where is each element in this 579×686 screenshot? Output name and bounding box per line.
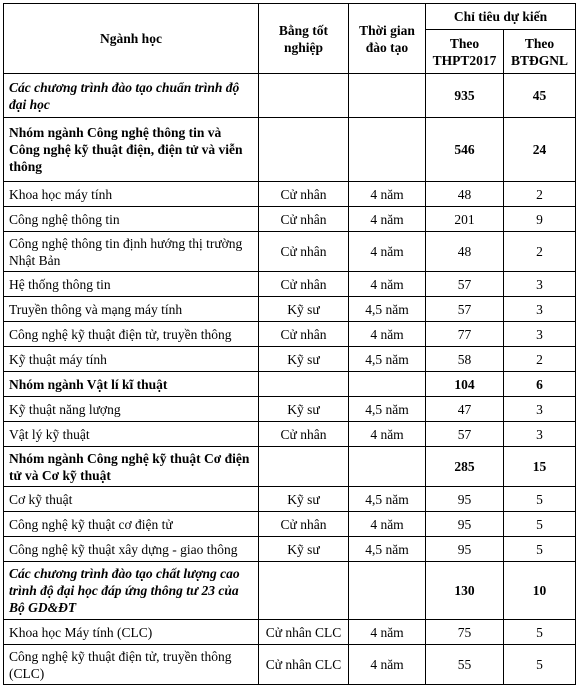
duration-cell: 4 năm xyxy=(349,272,426,297)
table-body xyxy=(4,74,576,685)
header-major: Ngành học xyxy=(4,4,259,74)
major-cell: Công nghệ kỹ thuật cơ điện tử xyxy=(4,512,259,537)
major-cell: Cơ kỹ thuật xyxy=(4,487,259,512)
duration-cell xyxy=(349,74,426,118)
thpt-quota-cell: 57 xyxy=(426,297,504,322)
degree-cell: Cử nhân xyxy=(259,512,349,537)
major-cell: Kỹ thuật năng lượng xyxy=(4,397,259,422)
btdgnl-quota-cell: 24 xyxy=(504,118,576,182)
duration-cell: 4,5 năm xyxy=(349,537,426,562)
btdgnl-quota-cell: 6 xyxy=(504,372,576,397)
major-cell: Công nghệ thông tin xyxy=(4,207,259,232)
degree-cell: Cử nhân xyxy=(259,207,349,232)
degree-cell: Cử nhân xyxy=(259,182,349,207)
btdgnl-quota-cell: 15 xyxy=(504,447,576,487)
group-row xyxy=(4,562,576,620)
thpt-quota-cell: 47 xyxy=(426,397,504,422)
btdgnl-quota-cell: 3 xyxy=(504,422,576,447)
degree-cell: Kỹ sư xyxy=(259,347,349,372)
duration-cell: 4,5 năm xyxy=(349,297,426,322)
duration-cell xyxy=(349,562,426,620)
table-row xyxy=(4,182,576,207)
degree-cell xyxy=(259,118,349,182)
thpt-quota-cell: 104 xyxy=(426,372,504,397)
major-cell: Khoa học Máy tính (CLC) xyxy=(4,620,259,645)
btdgnl-quota-cell: 5 xyxy=(504,620,576,645)
duration-cell xyxy=(349,372,426,397)
table-row xyxy=(4,645,576,685)
degree-cell: Cử nhân CLC xyxy=(259,620,349,645)
btdgnl-quota-cell: 10 xyxy=(504,562,576,620)
table-row xyxy=(4,620,576,645)
degree-cell: Kỹ sư xyxy=(259,397,349,422)
thpt-quota-cell: 57 xyxy=(426,422,504,447)
thpt-quota-cell: 935 xyxy=(426,74,504,118)
degree-cell xyxy=(259,372,349,397)
degree-cell: Cử nhân xyxy=(259,272,349,297)
major-cell: Các chương trình đào tạo chuẩn trình độ đại học xyxy=(4,74,259,118)
major-cell: Công nghệ kỹ thuật xây dựng - giao thông xyxy=(4,537,259,562)
major-cell: Công nghệ kỹ thuật điện tử, truyền thông (CLC) xyxy=(4,645,259,685)
thpt-quota-cell: 95 xyxy=(426,512,504,537)
btdgnl-quota-cell: 2 xyxy=(504,182,576,207)
header-duration: Thời gian đào tạo xyxy=(349,4,426,74)
table-row xyxy=(4,487,576,512)
btdgnl-quota-cell: 3 xyxy=(504,397,576,422)
degree-cell: Cử nhân CLC xyxy=(259,645,349,685)
table-row xyxy=(4,347,576,372)
thpt-quota-cell: 75 xyxy=(426,620,504,645)
btdgnl-quota-cell: 3 xyxy=(504,322,576,347)
thpt-quota-cell: 201 xyxy=(426,207,504,232)
btdgnl-quota-cell: 2 xyxy=(504,232,576,272)
duration-cell xyxy=(349,447,426,487)
group-row xyxy=(4,447,576,487)
major-cell: Nhóm ngành Công nghệ kỹ thuật Cơ điện tử và Cơ kỹ thuật xyxy=(4,447,259,487)
table-row xyxy=(4,322,576,347)
table-row xyxy=(4,272,576,297)
header-quota: Chỉ tiêu dự kiến xyxy=(426,4,576,30)
duration-cell: 4 năm xyxy=(349,322,426,347)
btdgnl-quota-cell: 2 xyxy=(504,347,576,372)
duration-cell: 4,5 năm xyxy=(349,487,426,512)
table-row xyxy=(4,232,576,272)
thpt-quota-cell: 130 xyxy=(426,562,504,620)
thpt-quota-cell: 58 xyxy=(426,347,504,372)
btdgnl-quota-cell: 5 xyxy=(504,645,576,685)
duration-cell: 4 năm xyxy=(349,512,426,537)
duration-cell: 4,5 năm xyxy=(349,397,426,422)
thpt-quota-cell: 55 xyxy=(426,645,504,685)
degree-cell: Cử nhân xyxy=(259,322,349,347)
btdgnl-quota-cell: 5 xyxy=(504,537,576,562)
degree-cell: Kỹ sư xyxy=(259,537,349,562)
degree-cell xyxy=(259,562,349,620)
degree-cell xyxy=(259,447,349,487)
btdgnl-quota-cell: 3 xyxy=(504,297,576,322)
duration-cell: 4,5 năm xyxy=(349,347,426,372)
thpt-quota-cell: 95 xyxy=(426,537,504,562)
thpt-quota-cell: 48 xyxy=(426,232,504,272)
major-cell: Truyền thông và mạng máy tính xyxy=(4,297,259,322)
major-cell: Kỹ thuật máy tính xyxy=(4,347,259,372)
btdgnl-quota-cell: 45 xyxy=(504,74,576,118)
duration-cell: 4 năm xyxy=(349,232,426,272)
table-row xyxy=(4,207,576,232)
btdgnl-quota-cell: 5 xyxy=(504,512,576,537)
degree-cell: Cử nhân xyxy=(259,232,349,272)
duration-cell: 4 năm xyxy=(349,207,426,232)
major-cell: Công nghệ kỹ thuật điện tử, truyền thông xyxy=(4,322,259,347)
degree-cell xyxy=(259,74,349,118)
header-btdgnl: Theo BTĐGNL xyxy=(504,30,576,74)
table-row xyxy=(4,397,576,422)
major-cell: Hệ thống thông tin xyxy=(4,272,259,297)
group-row xyxy=(4,74,576,118)
header-thpt: Theo THPT2017 xyxy=(426,30,504,74)
thpt-quota-cell: 48 xyxy=(426,182,504,207)
btdgnl-quota-cell: 5 xyxy=(504,487,576,512)
degree-cell: Kỹ sư xyxy=(259,487,349,512)
thpt-quota-cell: 546 xyxy=(426,118,504,182)
major-cell: Khoa học máy tính xyxy=(4,182,259,207)
btdgnl-quota-cell: 9 xyxy=(504,207,576,232)
btdgnl-quota-cell: 3 xyxy=(504,272,576,297)
duration-cell: 4 năm xyxy=(349,422,426,447)
major-cell: Vật lý kỹ thuật xyxy=(4,422,259,447)
major-cell: Công nghệ thông tin định hướng thị trường Nhật Bản xyxy=(4,232,259,272)
duration-cell xyxy=(349,118,426,182)
duration-cell: 4 năm xyxy=(349,645,426,685)
table-row xyxy=(4,297,576,322)
degree-cell: Cử nhân xyxy=(259,422,349,447)
duration-cell: 4 năm xyxy=(349,182,426,207)
group-row xyxy=(4,118,576,182)
duration-cell: 4 năm xyxy=(349,620,426,645)
degree-cell: Kỹ sư xyxy=(259,297,349,322)
table-row xyxy=(4,512,576,537)
major-cell: Nhóm ngành Vật lí kĩ thuật xyxy=(4,372,259,397)
thpt-quota-cell: 95 xyxy=(426,487,504,512)
table-row xyxy=(4,537,576,562)
major-cell: Các chương trình đào tạo chất lượng cao trình độ đại học đáp ứng thông tư 23 của Bộ GD&ĐT xyxy=(4,562,259,620)
admission-quota-table xyxy=(3,3,576,685)
major-cell: Nhóm ngành Công nghệ thông tin và Công nghệ kỹ thuật điện, điện tử và viễn thông xyxy=(4,118,259,182)
group-row xyxy=(4,372,576,397)
thpt-quota-cell: 77 xyxy=(426,322,504,347)
header-degree: Bằng tốt nghiệp xyxy=(259,4,349,74)
thpt-quota-cell: 57 xyxy=(426,272,504,297)
table-row xyxy=(4,422,576,447)
thpt-quota-cell: 285 xyxy=(426,447,504,487)
